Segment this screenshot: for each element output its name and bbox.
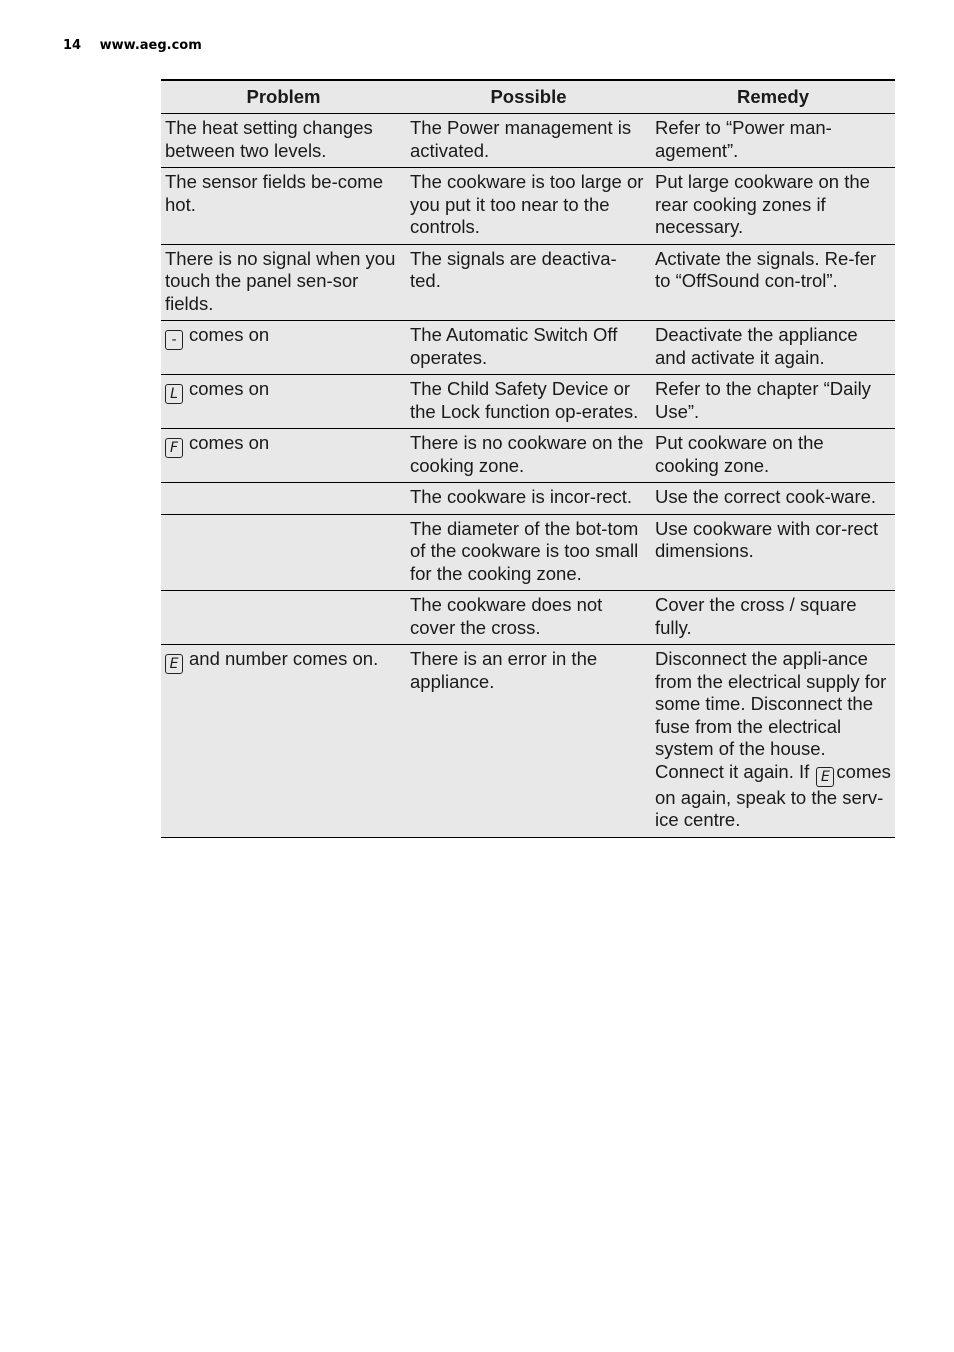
remedy-cell: Put cookware on the cooking zone. [655, 432, 824, 476]
remedy-cell: Refer to “Power man-agement”. [655, 117, 832, 161]
possible-cause-cell: The cookware is incor-rect. [410, 486, 633, 507]
remedy-cell: Activate the signals. Re-fer to “OffSound con-trol”. [655, 247, 877, 291]
problem-text: comes on [189, 324, 270, 345]
column-header-problem: Problem [246, 85, 321, 107]
e-symbol-icon: E [816, 767, 834, 787]
page-number: 14 [63, 38, 82, 53]
problem-text: comes on [189, 378, 270, 399]
problem-cell [161, 483, 406, 515]
problem-text: The heat setting changes between two levels. [165, 117, 373, 161]
table-row [161, 114, 895, 168]
possible-cause-cell: There is an error in the appliance. [410, 648, 598, 692]
problem-text: comes on [189, 432, 270, 453]
table-row [161, 483, 895, 515]
problem-cell [161, 244, 406, 321]
troubleshooting-table [161, 79, 895, 838]
remedy-text: Disconnect the appli-ance from the electrical supply for some time. Disconnect the fuse from the electrical system of the house. Connect it again. If [655, 648, 887, 782]
problem-cell [161, 645, 406, 838]
problem-text: and number comes on. [189, 648, 379, 669]
problem-cell [161, 429, 406, 483]
lock-symbol-icon: L [165, 384, 183, 404]
possible-cause-cell: The Child Safety Device or the Lock function op-erates. [410, 378, 639, 422]
problem-cell [161, 591, 406, 645]
possible-cause-cell: The Automatic Switch Off operates. [410, 324, 618, 368]
table-row [161, 375, 895, 429]
problem-cell [161, 514, 406, 591]
problem-cell [161, 375, 406, 429]
table-row [161, 514, 895, 591]
table-row [161, 429, 895, 483]
possible-cause-cell: The cookware is too large or you put it too near to the controls. [410, 171, 644, 237]
possible-cause-cell: The cookware does not cover the cross. [410, 594, 603, 638]
problem-cell [161, 321, 406, 375]
possible-cause-cell: The Power management is activated. [410, 117, 632, 161]
possible-cause-cell: The diameter of the bot-tom of the cookware is too small for the cooking zone. [410, 517, 639, 584]
remedy-cell [651, 645, 895, 838]
table-row [161, 244, 895, 321]
f-symbol-icon: F [165, 438, 183, 458]
table-row [161, 645, 895, 838]
table-header-row [161, 80, 895, 114]
remedy-cell: Refer to the chapter “Daily Use”. [655, 378, 871, 422]
remedy-cell: Use the correct cook-ware. [655, 486, 877, 507]
possible-cause-cell: The signals are deactiva-ted. [410, 247, 617, 291]
problem-cell [161, 168, 406, 245]
remedy-cell: Put large cookware on the rear cooking zones if necessary. [655, 171, 870, 237]
remedy-cell: Use cookware with cor-rect dimensions. [655, 517, 879, 561]
table-row [161, 321, 895, 375]
website-link[interactable]: www.aeg.com [99, 38, 202, 53]
page-header [63, 38, 202, 53]
dash-symbol-icon: - [165, 330, 183, 350]
table-row [161, 591, 895, 645]
remedy-cell: Cover the cross / square fully. [655, 594, 857, 638]
problem-text: There is no signal when you touch the panel sen-sor fields. [165, 247, 396, 314]
table-row [161, 168, 895, 245]
e-symbol-icon: E [165, 654, 183, 674]
column-header-possible: Possible [490, 85, 567, 107]
column-header-remedy: Remedy [737, 85, 809, 107]
remedy-text-continued: comes on again, speak to the serv-ice centre. [655, 760, 891, 830]
problem-text: The sensor fields be-come hot. [165, 171, 383, 215]
possible-cause-cell: There is no cookware on the cooking zone. [410, 432, 644, 476]
problem-cell [161, 114, 406, 168]
remedy-cell: Deactivate the appliance and activate it again. [655, 324, 858, 368]
